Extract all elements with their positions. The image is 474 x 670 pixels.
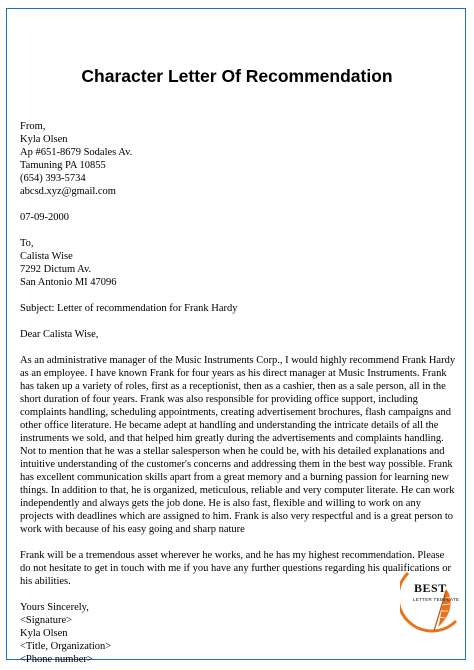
to-label: To, <box>20 238 34 249</box>
closing-name: Kyla Olsen <box>20 628 68 639</box>
closing-title-org: <Title, Organization> <box>20 641 112 652</box>
recipient-block <box>20 237 456 289</box>
logo-subtitle: LETTER TEMPLATE <box>413 597 460 602</box>
body-paragraph-2: Frank will be a tremendous asset wherever he works, and he has my highest recommendation. Please do not hesitate to get in touch with me if you have any further questions regarding his qualifications or his abilities. <box>20 550 451 587</box>
letter-date: 07-09-2000 <box>20 212 69 223</box>
salutation: Dear Calista Wise, <box>20 329 99 340</box>
letter-body <box>20 120 456 666</box>
sender-name: Kyla Olsen <box>20 134 68 145</box>
signature-placeholder: <Signature> <box>20 615 73 626</box>
closing-phone: <Phone number> <box>20 654 93 665</box>
sender-phone: (654) 393-5734 <box>20 173 86 184</box>
best-letter-template-logo <box>400 569 464 633</box>
sign-off: Yours Sincerely, <box>20 602 89 613</box>
logo-word: BEST <box>414 581 447 595</box>
sender-email: abcsd.xyz@gmail.com <box>20 186 116 197</box>
recipient-address-1: 7292 Dictum Av. <box>20 264 92 275</box>
sender-address-1: Ap #651-8679 Sodales Av. <box>20 147 133 158</box>
sender-block <box>20 120 456 198</box>
subject-line: Subject: Letter of recommendation for Frank Hardy <box>20 303 238 314</box>
sender-address-2: Tamuning PA 10855 <box>20 160 106 171</box>
recipient-address-2: San Antonio MI 47096 <box>20 277 117 288</box>
body-paragraph-1: As an administrative manager of the Music Instruments Corp., I would highly recommend Frank Hardy as an employee. I have known Frank for four years as his direct manager at Music Instruments. Frank has taken up a variety of roles, first as a receptionist, then as a cashier, then as a sale person, all in the short duration of four years. Frank was also responsible for providing office support, including complaints handling, scheduling appointments, creating advertisement brochures, flash campaigns and other office literature. He became adept at handling and understanding the intricate details of all the instruments we sold, and that helped him greatly during the advertisements and complaints handling. Not to mention that he was a stellar salesperson when he could be, with his detailed explanations and intuitive understanding of the customer's concerns and addressing them in the best way possible. Frank has excellent communication skills apart from a great memory and a burning passion for learning new things. In addition to that, he is organized, meticulous, reliable and very computer literate. He can work independently and always gets the job done. He is also fast, flexible and willing to work on any projects with deadlines which are assigned to him. Frank is also very respectful and is a great person to work with because of his easy going and sharp nature <box>20 355 456 535</box>
closing-block <box>20 601 456 666</box>
recipient-name: Calista Wise <box>20 251 73 262</box>
from-label: From, <box>20 121 46 132</box>
page-title: Character Letter Of Recommendation <box>81 66 393 86</box>
